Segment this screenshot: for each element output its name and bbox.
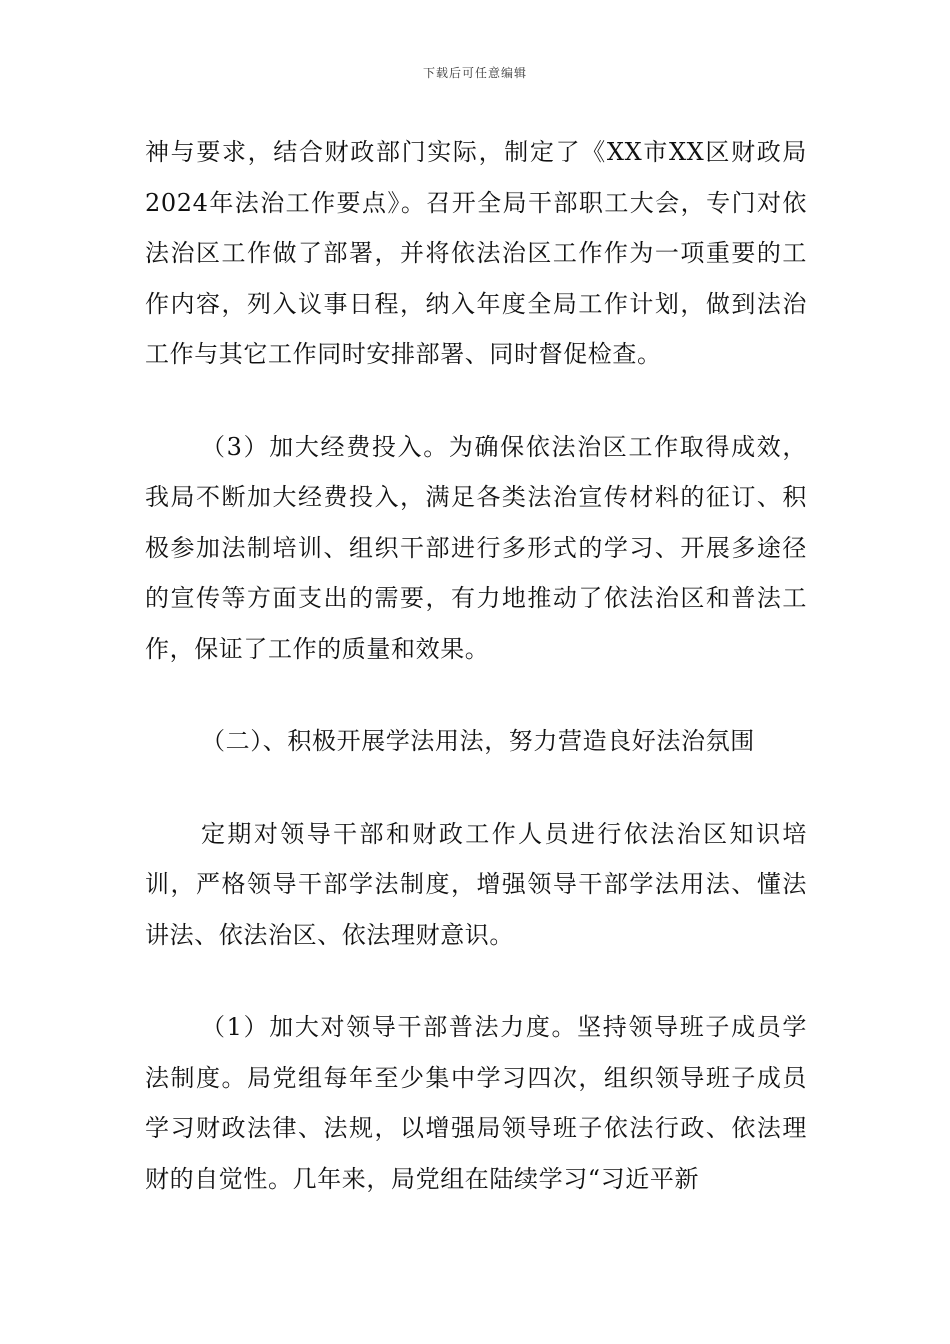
paragraph-continuation: 神与要求，结合财政部门实际，制定了《XX市XX区财政局2024年法治工作要点》。召开全局干部职工大会，专门对依法治区工作做了部署，并将依法治区工作作为一项重要的工作内容，列入议事日程，纳入年度全局工作计划，做到法治工作与其它工作同时安排部署、同时督促检查。 bbox=[145, 138, 807, 368]
paragraph-gap bbox=[145, 767, 807, 809]
paragraph-funding: （3）加大经费投入。为确保依法治区工作取得成效，我局不断加大经费投入，满足各类法治宣传材料的征订、积极参加法制培训、组织干部进行多形式的学习、开展多途径的宣传等方面支出的需要，有力地推动了依法治区和普法工作，保证了工作的质量和效果。 bbox=[145, 432, 807, 663]
paragraph-gap bbox=[145, 380, 807, 422]
page-header: 下载后可任意编辑 bbox=[422, 66, 527, 80]
section-heading: （二）、积极开展学法用法，努力营造良好法治氛围 bbox=[201, 727, 755, 755]
paragraph-gap bbox=[145, 674, 807, 716]
paragraph-training: 定期对领导干部和财政工作人员进行依法治区知识培训，严格领导干部学法制度，增强领导干部学法用法、懂法讲法、依法治区、依法理财意识。 bbox=[145, 819, 807, 949]
paragraph-gap bbox=[145, 960, 807, 1002]
document-body bbox=[145, 127, 807, 1204]
paragraph-leaders: （1）加大对领导干部普法力度。坚持领导班子成员学法制度。局党组每年至少集中学习四次，组织领导班子成员学习财政法律、法规，以增强局领导班子依法行政、依法理财的自觉性。几年来，局党组在陆续学习“习近平新 bbox=[145, 1013, 807, 1193]
